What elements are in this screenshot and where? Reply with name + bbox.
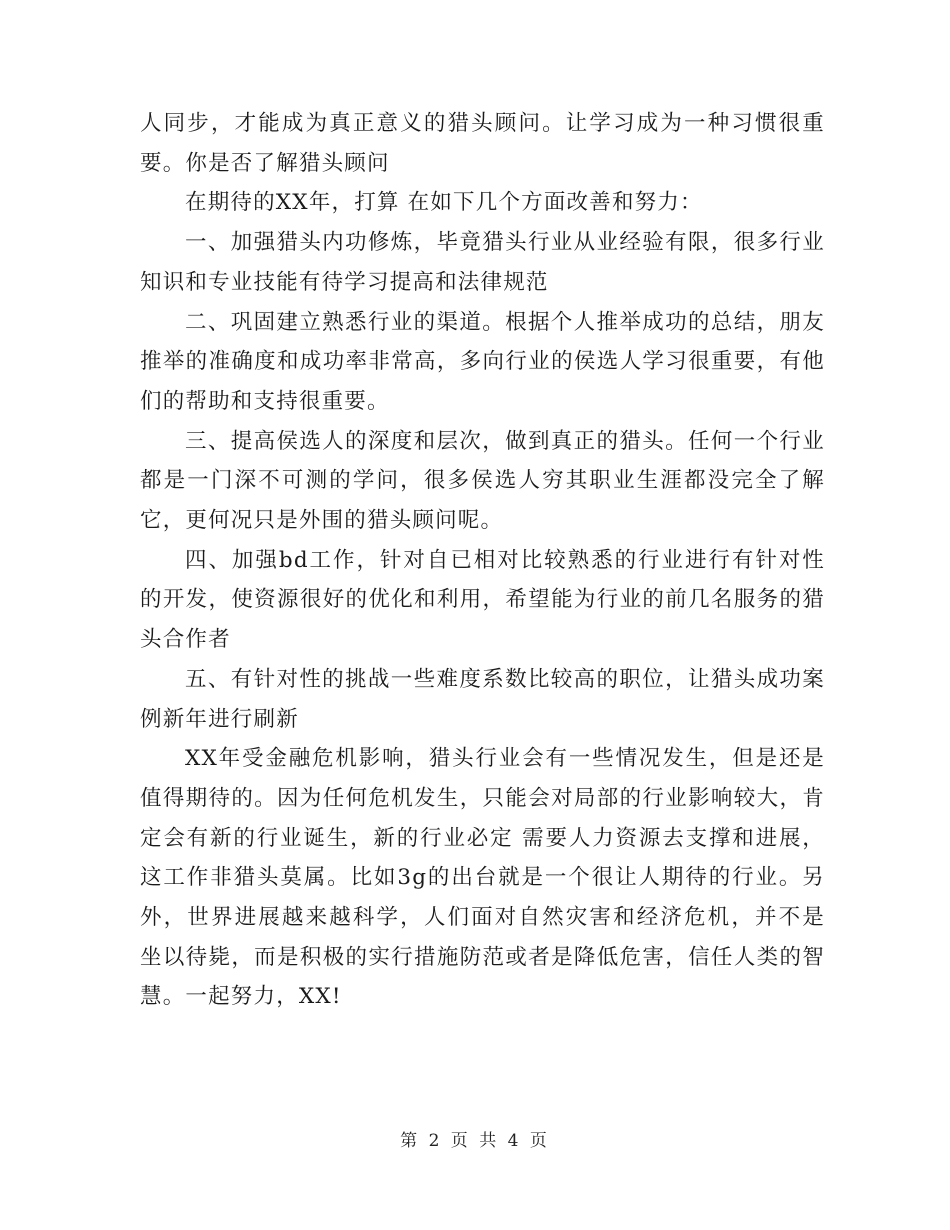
paragraph-7: 五、有针对性的挑战一些难度系数比较高的职位，让猎头成功案例新年进行刷新	[140, 666, 825, 732]
paragraph-3: 一、加强猎头内功修炼，毕竟猎头行业从业经验有限，很多行业知识和专业技能有待学习提高和法律规范	[140, 230, 825, 295]
paragraph-4: 二、巩固建立熟悉行业的渠道。根据个人推举成功的总结，朋友推举的准确度和成功率非常高，多向行业的侯选人学习很重要，有他们的帮助和支持很重要。	[140, 309, 825, 414]
paragraph-1: 人同步，才能成为真正意义的猎头顾问。让学习成为一种习惯很重要。你是否了解猎头顾问	[140, 111, 825, 176]
document-body	[140, 104, 825, 1017]
paragraph-2: 在期待的XX年，打算 在如下几个方面改善和努力：	[185, 190, 703, 216]
paragraph-8: XX年受金融危机影响，猎头行业会有一些情况发生，但是还是值得期待的。因为任何危机发生，只能会对局部的行业影响较大，肯定会有新的行业诞生，新的行业必定 需要人力资源去支撑和进展，这工作非猎头莫属。比如3g的出台就是一个很让人期待的行业。另外，世界进展越来越科学，人们面对自然灾害和经济危机，并不是 坐以待毙，而是积极的实行措施防范或者是降低危害，信任人类的智慧。一起努力，XX!	[140, 746, 825, 1010]
page-footer: 第 2 页 共 4 页	[400, 1131, 550, 1151]
paragraph-5: 三、提高侯选人的深度和层次，做到真正的猎头。任何一个行业都是一门深不可测的学问，很多侯选人穷其职业生涯都没完全了解它，更何况只是外围的猎头顾问呢。	[140, 428, 825, 534]
paragraph-6: 四、加强bd工作，针对自已相对比较熟悉的行业进行有针对性的开发，使资源很好的优化和利用，希望能为行业的前几名服务的猎头合作者	[140, 547, 825, 653]
